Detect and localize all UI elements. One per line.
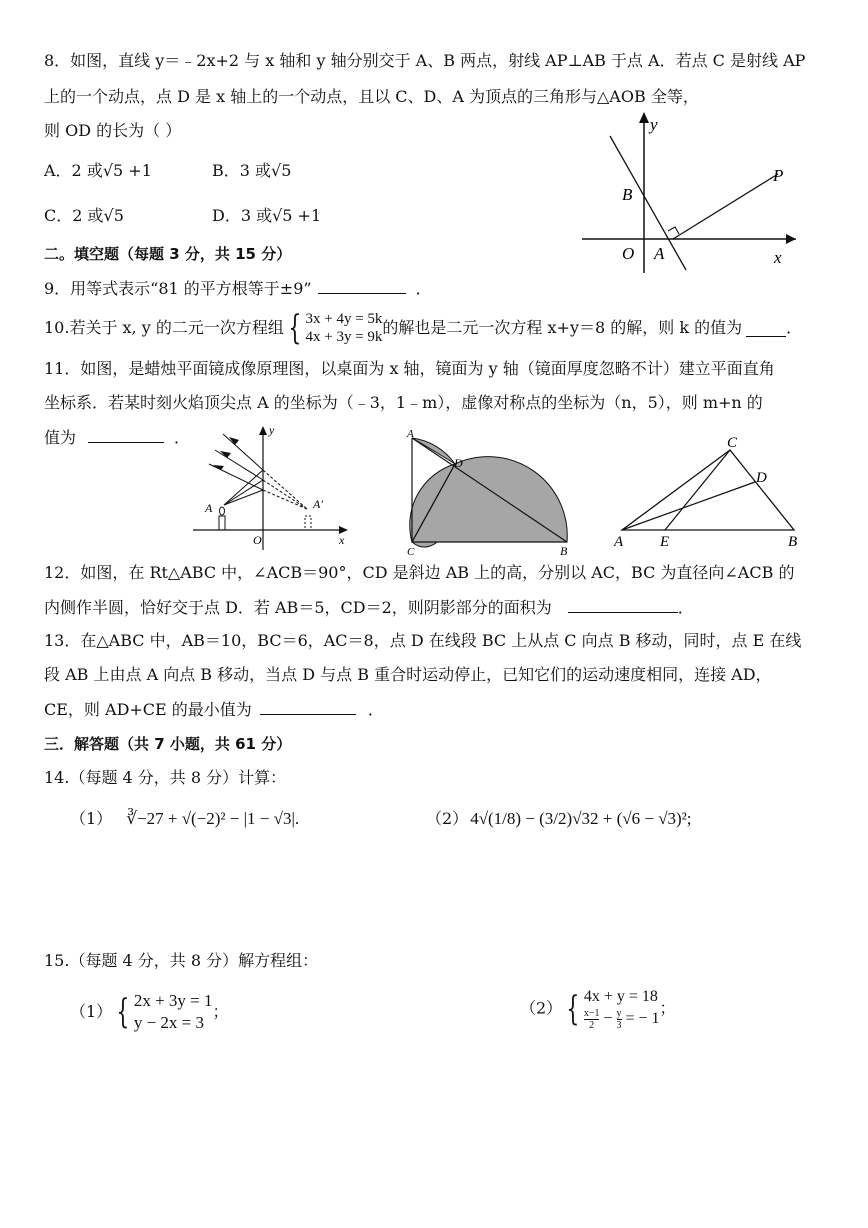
q11-flame xyxy=(220,507,225,515)
q14-part1-expression: ∛−27 + √(−2)² − |1 − √3|. xyxy=(126,809,300,828)
q13-line3: CE，则 AD+CE 的最小值为 ． xyxy=(44,700,384,719)
q8-option-b: B．3 或√5 xyxy=(212,161,292,180)
q11-line3: 值为 ． xyxy=(44,428,191,447)
svg-text:D: D xyxy=(454,456,463,470)
svg-text:A: A xyxy=(205,501,213,515)
q11-answer-blank[interactable] xyxy=(88,426,164,443)
q8-line2: 上的一个动点，点 D 是 x 轴上的一个动点，且以 C、D、A 为顶点的三角形与△AOB 全等， xyxy=(44,87,699,106)
svg-text:B: B xyxy=(788,534,798,550)
q15-part2: （2） { 4x + y = 18 $\frac{x-1}{2}$ − $\frac{y}{3}$ = − 1； xyxy=(520,988,676,1031)
q8-label-a: A xyxy=(654,244,665,263)
q8-right-angle xyxy=(668,227,679,234)
q8-option-a: A．2 或√5 +1 xyxy=(44,161,152,180)
q8-label-o: O xyxy=(622,244,635,263)
q9-text: 9．用等式表示“81 的平方根等于±9” ． xyxy=(44,279,432,298)
q8-label-b: B xyxy=(622,185,633,204)
q14-part2: （2） 4√(1/8) − (3/2)√32 + (√6 − √3)²; xyxy=(426,809,692,828)
q8-label-y: y xyxy=(650,115,658,134)
section-3-heading: 三．解答题（共 7 小题，共 61 分） xyxy=(44,735,292,753)
q14-part2-expression: 4√(1/8) − (3/2)√32 + (√6 − √3)²; xyxy=(470,809,692,828)
svg-text:C: C xyxy=(727,435,738,451)
q13-line1: 13．在△ABC 中，AB＝10，BC＝6，AC＝8，点 D 在线段 BC 上从点 C 向点 B 移动，同时，点 E 在线 xyxy=(44,631,802,650)
section-2-heading: 二。填空题（每题 3 分，共 15 分） xyxy=(44,245,292,263)
q8-label-x: x xyxy=(774,248,782,267)
svg-text:A: A xyxy=(407,428,414,440)
q12-line1: 12．如图，在 Rt△ABC 中，∠ACB＝90°，CD 是斜边 AB 上的高，分别以 AC，BC 为直径向∠ACB 的 xyxy=(44,563,795,582)
q15-part1: （1） { 2x + 3y = 1 y − 2x = 3； xyxy=(70,991,229,1032)
q11-image-candle xyxy=(305,516,311,530)
q13-figure xyxy=(610,432,806,552)
q12-line2: 内侧作半圆，恰好交于点 D．若 AB＝5，CD＝2，则阴影部分的面积为 ． xyxy=(44,598,694,617)
q10-text: 10.若关于 x, y 的二元一次方程组 { 3x + 4y = 5k 4x + 3y = 9k的解也是二元一次方程 x+y＝8 的解，则 k 的值为 ． xyxy=(44,308,803,348)
svg-text:A: A xyxy=(614,534,624,550)
q8-figure xyxy=(582,108,802,278)
q9-answer-blank[interactable] xyxy=(318,277,406,294)
q10-answer-blank[interactable] xyxy=(746,320,786,337)
q13-line2: 段 AB 上由点 A 向点 B 移动，当点 D 与点 B 重合时运动停止，已知它们的运动速度相同，连接 AD， xyxy=(44,665,772,684)
q14-part1: （1） ∛−27 + √(−2)² − |1 − √3|. xyxy=(70,809,300,828)
svg-text:y: y xyxy=(269,423,275,437)
q11-figure xyxy=(193,420,353,555)
q11-line1: 11．如图，是蜡烛平面镜成像原理图，以桌面为 x 轴，镜面为 y 轴（镜面厚度忽略不计）建立平面直角 xyxy=(44,359,775,378)
q11-line2: 坐标系．若某时刻火焰顶尖点 A 的坐标为（﹣3，1﹣m），虚像对称点的坐标为（n，5），则 m+n 的 xyxy=(44,393,763,412)
q13-answer-blank[interactable] xyxy=(260,698,356,715)
svg-text:A′: A′ xyxy=(313,497,323,511)
svg-text:E: E xyxy=(660,534,670,550)
q11-candle xyxy=(219,516,225,530)
svg-text:x: x xyxy=(339,533,345,547)
q8-option-c: C．2 或√5 xyxy=(44,206,124,225)
q10-system: 3x + 4y = 5k 4x + 3y = 9k xyxy=(305,311,383,345)
q8-line3: 则 OD 的长为（ ） xyxy=(44,121,182,140)
q8-ray-ap xyxy=(673,174,778,239)
q8-line1: 8．如图，直线 y＝﹣2x+2 与 x 轴和 y 轴分别交于 A、B 两点，射线 AP⊥AB 于点 A．若点 C 是射线 AP xyxy=(44,51,806,70)
svg-text:C: C xyxy=(407,546,415,558)
svg-text:O: O xyxy=(253,533,262,547)
q12-answer-blank[interactable] xyxy=(568,596,678,613)
q8-label-p: P xyxy=(773,166,784,185)
q8-option-d: D．3 或√5 +1 xyxy=(212,206,322,225)
svg-text:D: D xyxy=(756,470,767,486)
q12-figure xyxy=(400,425,578,560)
q14-title: 14.（每题 4 分，共 8 分）计算： xyxy=(44,768,287,787)
q15-title: 15.（每题 4 分，共 8 分）解方程组： xyxy=(44,951,319,970)
svg-text:B: B xyxy=(560,544,568,558)
